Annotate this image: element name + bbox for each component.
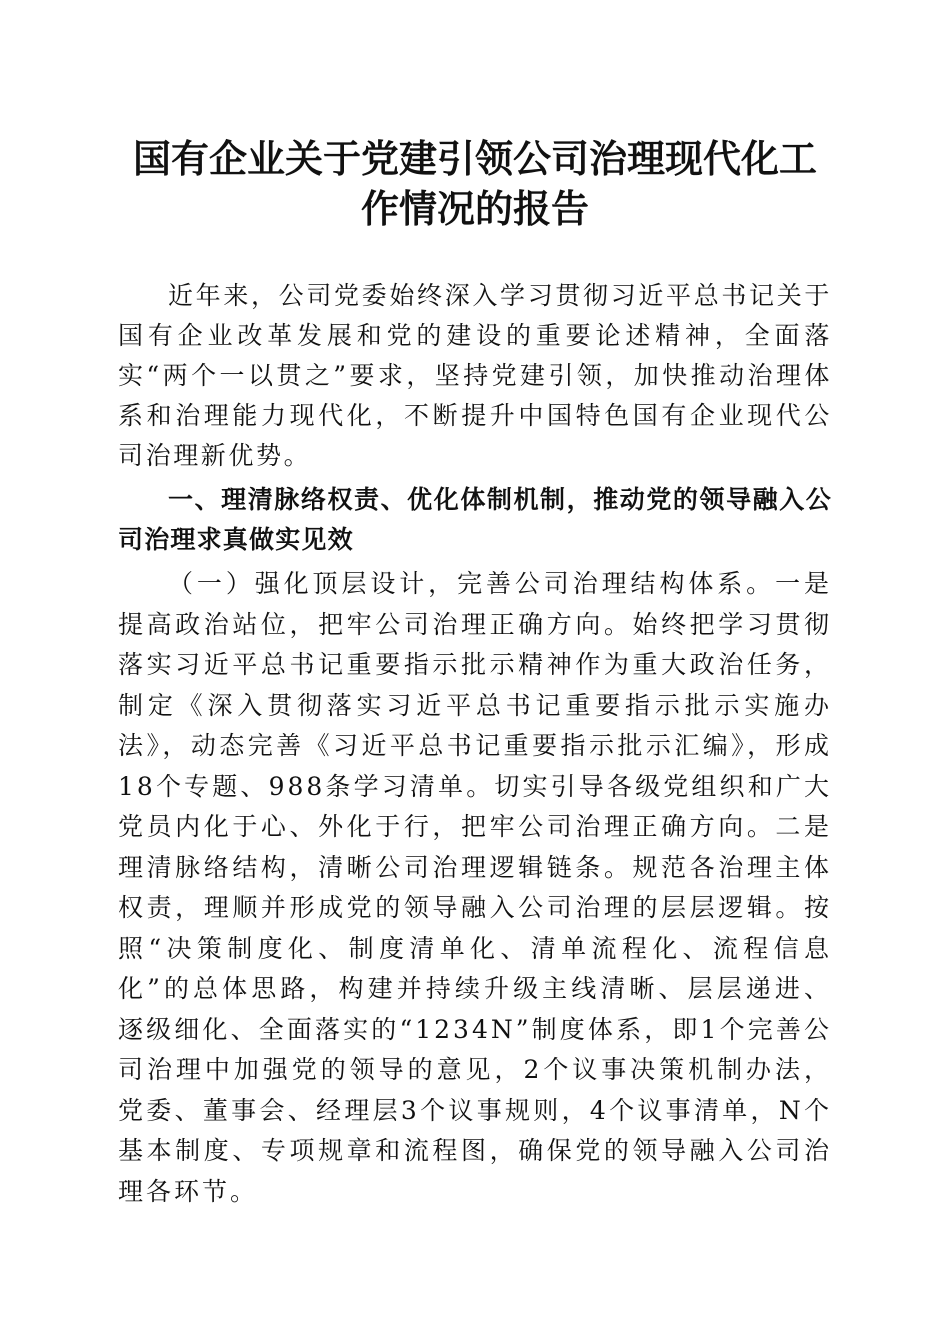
section-heading-1: 一、理清脉络权责、优化体制机制，推动党的领导融入公司治理求真做实见效 [118,485,832,554]
intro-paragraph: 近年来，公司党委始终深入学习贯彻习近平总书记关于国有企业改革发展和党的建设的重要论述精神，全面落实“两个一以贯之”要求，坚持党建引领，加快推动治理体系和治理能力现代化，不断提升中国特色国有企业现代公司治理新优势。 [118,281,832,470]
document-title: 国有企业关于党建引领公司治理现代化工作情况的报告 [132,136,817,231]
document-body [118,276,832,1212]
subsection-paragraph-1: （一）强化顶层设计，完善公司治理结构体系。一是提高政治站位，把牢公司治理正确方向。始终把学习贯彻落实习近平总书记重要指示批示精神作为重大政治任务，制定《深入贯彻落实习近平总书记重要指示批示实施办法》，动态完善《习近平总书记重要指示批示汇编》，形成18个专题、988条学习清单。切实引导各级党组织和广大党员内化于心、外化于行，把牢公司治理正确方向。二是理清脉络结构，清晰公司治理逻辑链条。规范各治理主体权责，理顺并形成党的领导融入公司治理的层层逻辑。按照“决策制度化、制度清单化、清单流程化、流程信息化”的总体思路，构建并持续升级主线清晰、层层递进、逐级细化、全面落实的“1234N”制度体系，即1个完善公司治理中加强党的领导的意见，2个议事决策机制办法，党委、董事会、经理层3个议事规则，4个议事清单，N个基本制度、专项规章和流程图，确保党的领导融入公司治理各环节。 [118,569,832,1206]
